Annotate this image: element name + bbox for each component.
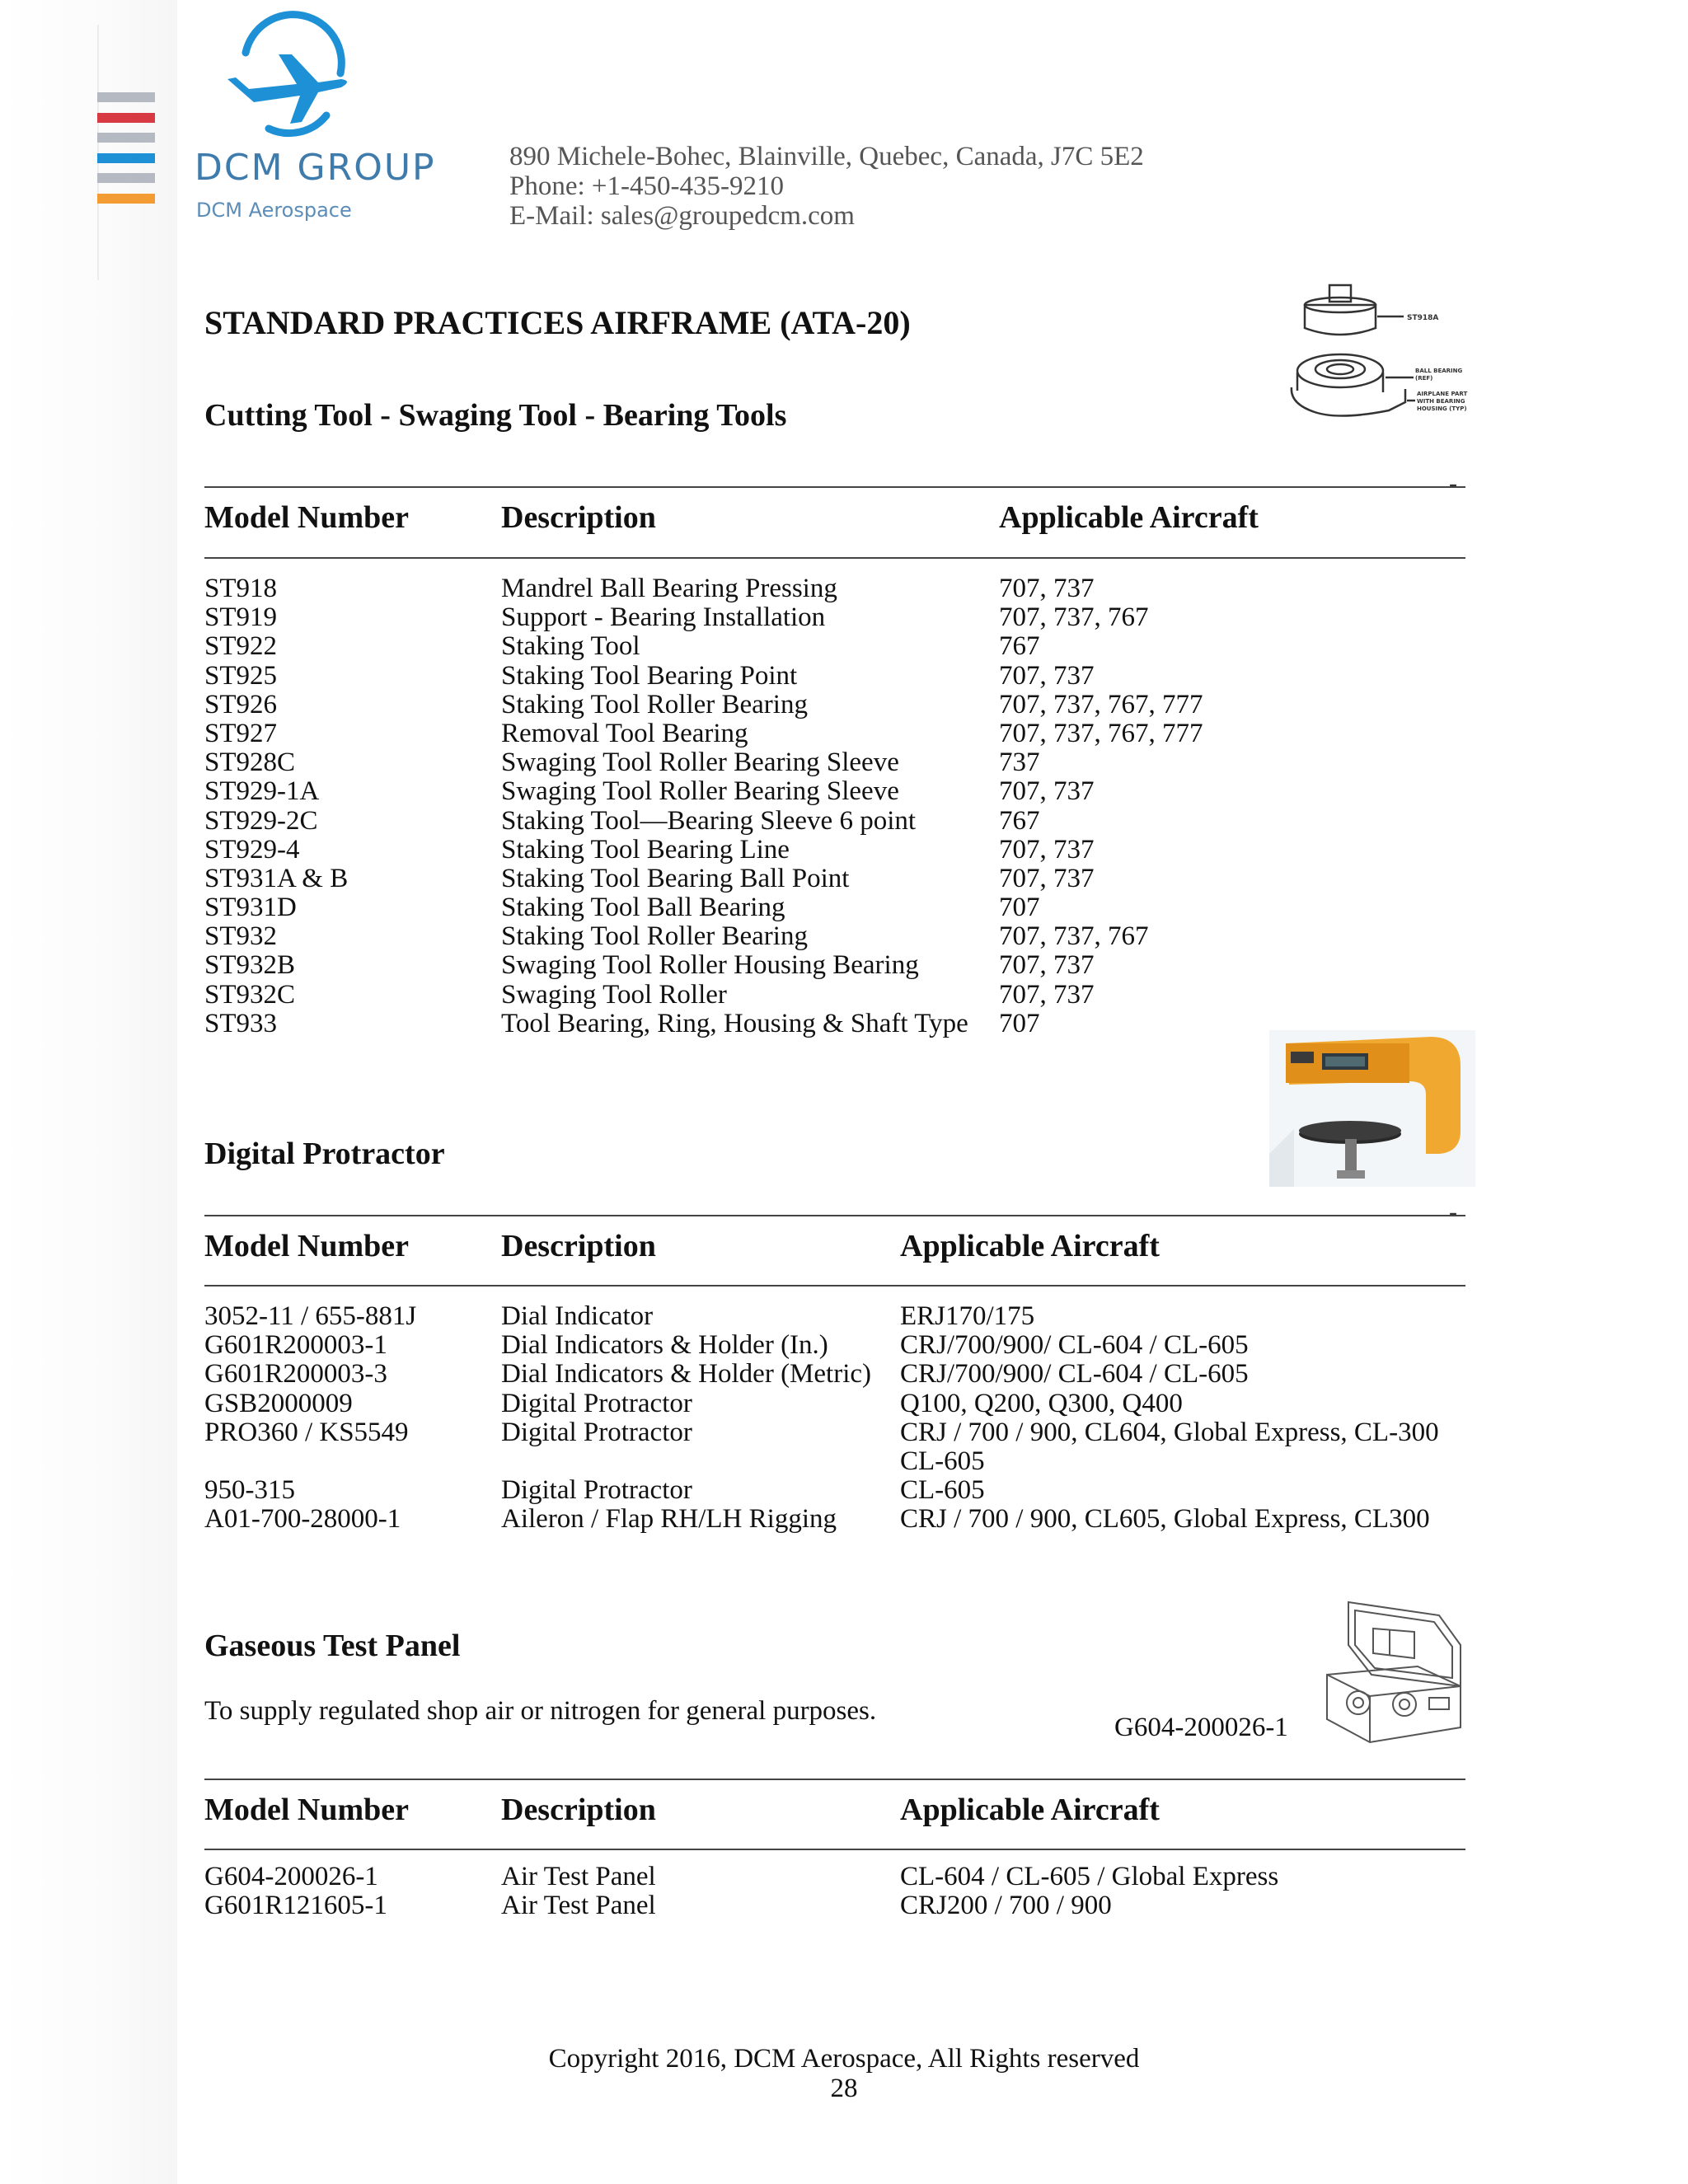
table-cell-model: ST929-1A xyxy=(204,776,320,807)
gaseous-test-panel-drawing xyxy=(1315,1596,1464,1752)
section-title-digital-protractor: Digital Protractor xyxy=(204,1137,445,1171)
company-phone: Phone: +1-450-435-9210 xyxy=(509,171,784,201)
section2-description-column xyxy=(501,1302,871,1535)
table-cell-description: Removal Tool Bearing xyxy=(501,718,748,748)
col-header-aircraft: Applicable Aircraft xyxy=(900,1793,1160,1827)
table-cell-model: ST931A & B xyxy=(204,863,349,893)
table-cell-description: Staking Tool xyxy=(501,631,640,662)
table-cell-model: ST929-4 xyxy=(204,834,300,865)
col-header-description: Description xyxy=(501,1793,656,1827)
table-cell-aircraft: 707, 737 xyxy=(999,979,1095,1010)
table-cell-aircraft: CL-604 / CL-605 / Global Express xyxy=(900,1862,1279,1891)
table-cell-description: Tool Bearing, Ring, Housing & Shaft Type xyxy=(501,1008,968,1038)
table-cell-aircraft: 707, 737 xyxy=(999,863,1095,893)
table-cell-description: Aileron / Flap RH/LH Rigging xyxy=(501,1504,837,1535)
table-cell-description: Dial Indicator xyxy=(501,1301,654,1331)
table-cell-aircraft: CRJ / 700 / 900, CL604, Global Express, CL-300 xyxy=(900,1417,1439,1447)
table-cell-aircraft: 707, 737, 767, 777 xyxy=(999,689,1203,719)
figure-caption: G604-200026-1 xyxy=(1114,1713,1288,1742)
section1-model-column xyxy=(204,574,348,1038)
table-cell-description: Staking Tool Bearing Ball Point xyxy=(501,863,850,893)
table-cell-aircraft: 767 xyxy=(999,631,1040,662)
table-cell-description: Staking Tool Ball Bearing xyxy=(501,893,785,923)
table-cell-model: ST929-2C xyxy=(204,805,318,836)
col-header-aircraft: Applicable Aircraft xyxy=(900,1229,1160,1263)
table-cell-aircraft: Q100, Q200, Q300, Q400 xyxy=(900,1388,1183,1418)
section1-description-column xyxy=(501,574,968,1038)
table-cell-description: Support - Bearing Installation xyxy=(501,602,826,633)
table-cell-description: Digital Protractor xyxy=(501,1475,692,1506)
table-cell-model: ST927 xyxy=(204,718,278,748)
section1-rule-dash: - xyxy=(1449,470,1457,497)
footer-copyright: Copyright 2016, DCM Aerospace, All Rights reserved xyxy=(548,2044,1140,2074)
table-cell-model: PRO360 / KS5549 xyxy=(204,1417,409,1447)
table-cell-description: Mandrel Ball Bearing Pressing xyxy=(501,574,837,603)
table-cell-model: G601R200003-3 xyxy=(204,1359,387,1390)
page-number: 28 xyxy=(830,2074,858,2103)
col-header-aircraft: Applicable Aircraft xyxy=(999,500,1259,535)
bearing-tool-drawing xyxy=(1282,280,1468,445)
table-cell-aircraft: CL-605 xyxy=(900,1475,985,1506)
table-cell-aircraft: 707 xyxy=(999,893,1040,923)
section-title-cutting-tools: Cutting Tool - Swaging Tool - Bearing Tools xyxy=(204,398,787,433)
airplane-logo-icon xyxy=(221,36,353,140)
page-edge-shade xyxy=(0,0,177,2184)
table-cell-model: G601R121605-1 xyxy=(204,1891,387,1921)
table-cell-aircraft: 707 xyxy=(999,1008,1040,1038)
section2-model-column xyxy=(204,1302,416,1535)
section1-top-rule xyxy=(204,486,1465,488)
section3-aircraft-column xyxy=(900,1863,1278,1920)
table-cell-model: ST928C xyxy=(204,748,296,778)
section3-header-rule xyxy=(204,1849,1465,1850)
table-cell-description: Staking Tool Roller Bearing xyxy=(501,689,808,719)
figure-label-airplane-part: AIRPLANE PART WITH BEARING HOUSING (TYP) xyxy=(1417,391,1468,412)
brand-subtitle: DCM Aerospace xyxy=(196,199,352,222)
table-cell-description: Air Test Panel xyxy=(501,1862,656,1891)
table-cell-model: A01-700-28000-1 xyxy=(204,1504,401,1535)
table-cell-aircraft: 707, 737 xyxy=(999,834,1095,865)
table-cell-model: G601R200003-1 xyxy=(204,1330,387,1361)
table-cell-aircraft: 707, 737 xyxy=(999,574,1095,603)
table-cell-model: ST932C xyxy=(204,979,296,1010)
table-cell-description: Air Test Panel xyxy=(501,1891,656,1921)
logo-color-bars xyxy=(97,92,155,213)
table-cell-model: ST922 xyxy=(204,631,278,662)
table-cell-model: ST932B xyxy=(204,950,296,981)
table-cell-description: Dial Indicators & Holder (Metric) xyxy=(501,1359,872,1390)
table-cell-description: Staking Tool—Bearing Sleeve 6 point xyxy=(501,805,917,836)
col-header-model: Model Number xyxy=(204,1793,410,1827)
col-header-description: Description xyxy=(501,1229,656,1263)
table-cell-aircraft: CRJ/700/900/ CL-604 / CL-605 xyxy=(900,1330,1249,1361)
table-cell-model: ST932 xyxy=(204,921,278,952)
page-title: STANDARD PRACTICES AIRFRAME (ATA-20) xyxy=(204,304,911,341)
table-cell-aircraft: CRJ/700/900/ CL-604 / CL-605 xyxy=(900,1359,1249,1390)
digital-protractor-photo xyxy=(1269,1030,1475,1187)
section3-description-column xyxy=(501,1863,656,1920)
table-cell-aircraft: CRJ200 / 700 / 900 xyxy=(900,1891,1112,1921)
table-cell-description: Swaging Tool Roller Bearing Sleeve xyxy=(501,776,899,807)
table-cell-model: ST918 xyxy=(204,574,278,603)
table-cell-aircraft: 707, 737 xyxy=(999,776,1095,807)
section3-top-rule xyxy=(204,1779,1465,1780)
table-cell-model: ST933 xyxy=(204,1008,278,1038)
table-cell-aircraft: 737 xyxy=(999,748,1040,778)
company-address: 890 Michele-Bohec, Blainville, Quebec, Canada, J7C 5E2 xyxy=(509,142,1144,171)
table-cell-description: Staking Tool Roller Bearing xyxy=(501,921,808,952)
section-title-gaseous-test-panel: Gaseous Test Panel xyxy=(204,1629,461,1663)
table-cell-description: Digital Protractor xyxy=(501,1417,692,1447)
table-cell-description: Swaging Tool Roller xyxy=(501,979,727,1010)
table-cell-description: Swaging Tool Roller Housing Bearing xyxy=(501,950,919,981)
section3-model-column xyxy=(204,1863,387,1920)
table-cell-aircraft: 707, 737 xyxy=(999,950,1095,981)
col-header-model: Model Number xyxy=(204,1229,410,1263)
table-cell-model: G604-200026-1 xyxy=(204,1862,378,1891)
table-cell-aircraft: 707, 737, 767 xyxy=(999,921,1149,952)
col-header-model: Model Number xyxy=(204,500,410,535)
table-cell-model: ST919 xyxy=(204,602,278,633)
table-cell-model: ST925 xyxy=(204,660,278,691)
col-header-description: Description xyxy=(501,500,656,535)
section1-aircraft-column xyxy=(999,574,1203,1038)
table-cell-aircraft: 707, 737, 767 xyxy=(999,602,1149,633)
table-cell-description: Staking Tool Bearing Point xyxy=(501,660,798,691)
table-cell-model xyxy=(204,1447,416,1476)
table-cell-description: Staking Tool Bearing Line xyxy=(501,834,790,865)
table-cell-aircraft: 707, 737 xyxy=(999,660,1095,691)
section2-header-rule xyxy=(204,1285,1465,1286)
table-cell-model: GSB2000009 xyxy=(204,1388,353,1418)
table-cell-model: 950-315 xyxy=(204,1475,295,1506)
table-cell-description: Dial Indicators & Holder (In.) xyxy=(501,1330,828,1361)
section1-header-rule xyxy=(204,557,1465,559)
table-cell-aircraft: 707, 737, 767, 777 xyxy=(999,718,1203,748)
company-email[interactable]: E-Mail: sales@groupedcm.com xyxy=(509,201,855,231)
brand-name: DCM GROUP xyxy=(195,147,436,189)
section2-aircraft-column xyxy=(900,1302,1439,1535)
table-cell-description: Digital Protractor xyxy=(501,1388,692,1418)
section2-rule-dash: - xyxy=(1449,1198,1457,1226)
table-cell-description: Swaging Tool Roller Bearing Sleeve xyxy=(501,748,899,778)
figure-label-ball-bearing: BALL BEARING (REF) xyxy=(1415,368,1463,382)
table-cell-description xyxy=(501,1447,871,1476)
table-cell-model: 3052-11 / 655-881J xyxy=(204,1301,417,1331)
section3-intro: To supply regulated shop air or nitrogen for general purposes. xyxy=(204,1696,877,1726)
figure-label-st918a: ST918A xyxy=(1407,314,1439,322)
table-cell-aircraft: 767 xyxy=(999,805,1040,836)
section2-top-rule xyxy=(204,1215,1465,1216)
table-cell-model: ST931D xyxy=(204,893,297,923)
table-cell-aircraft: CRJ / 700 / 900, CL605, Global Express, CL300 xyxy=(900,1504,1430,1535)
table-cell-aircraft: CL-605 xyxy=(900,1446,985,1476)
table-cell-model: ST926 xyxy=(204,689,278,719)
table-cell-aircraft: ERJ170/175 xyxy=(900,1301,1035,1331)
